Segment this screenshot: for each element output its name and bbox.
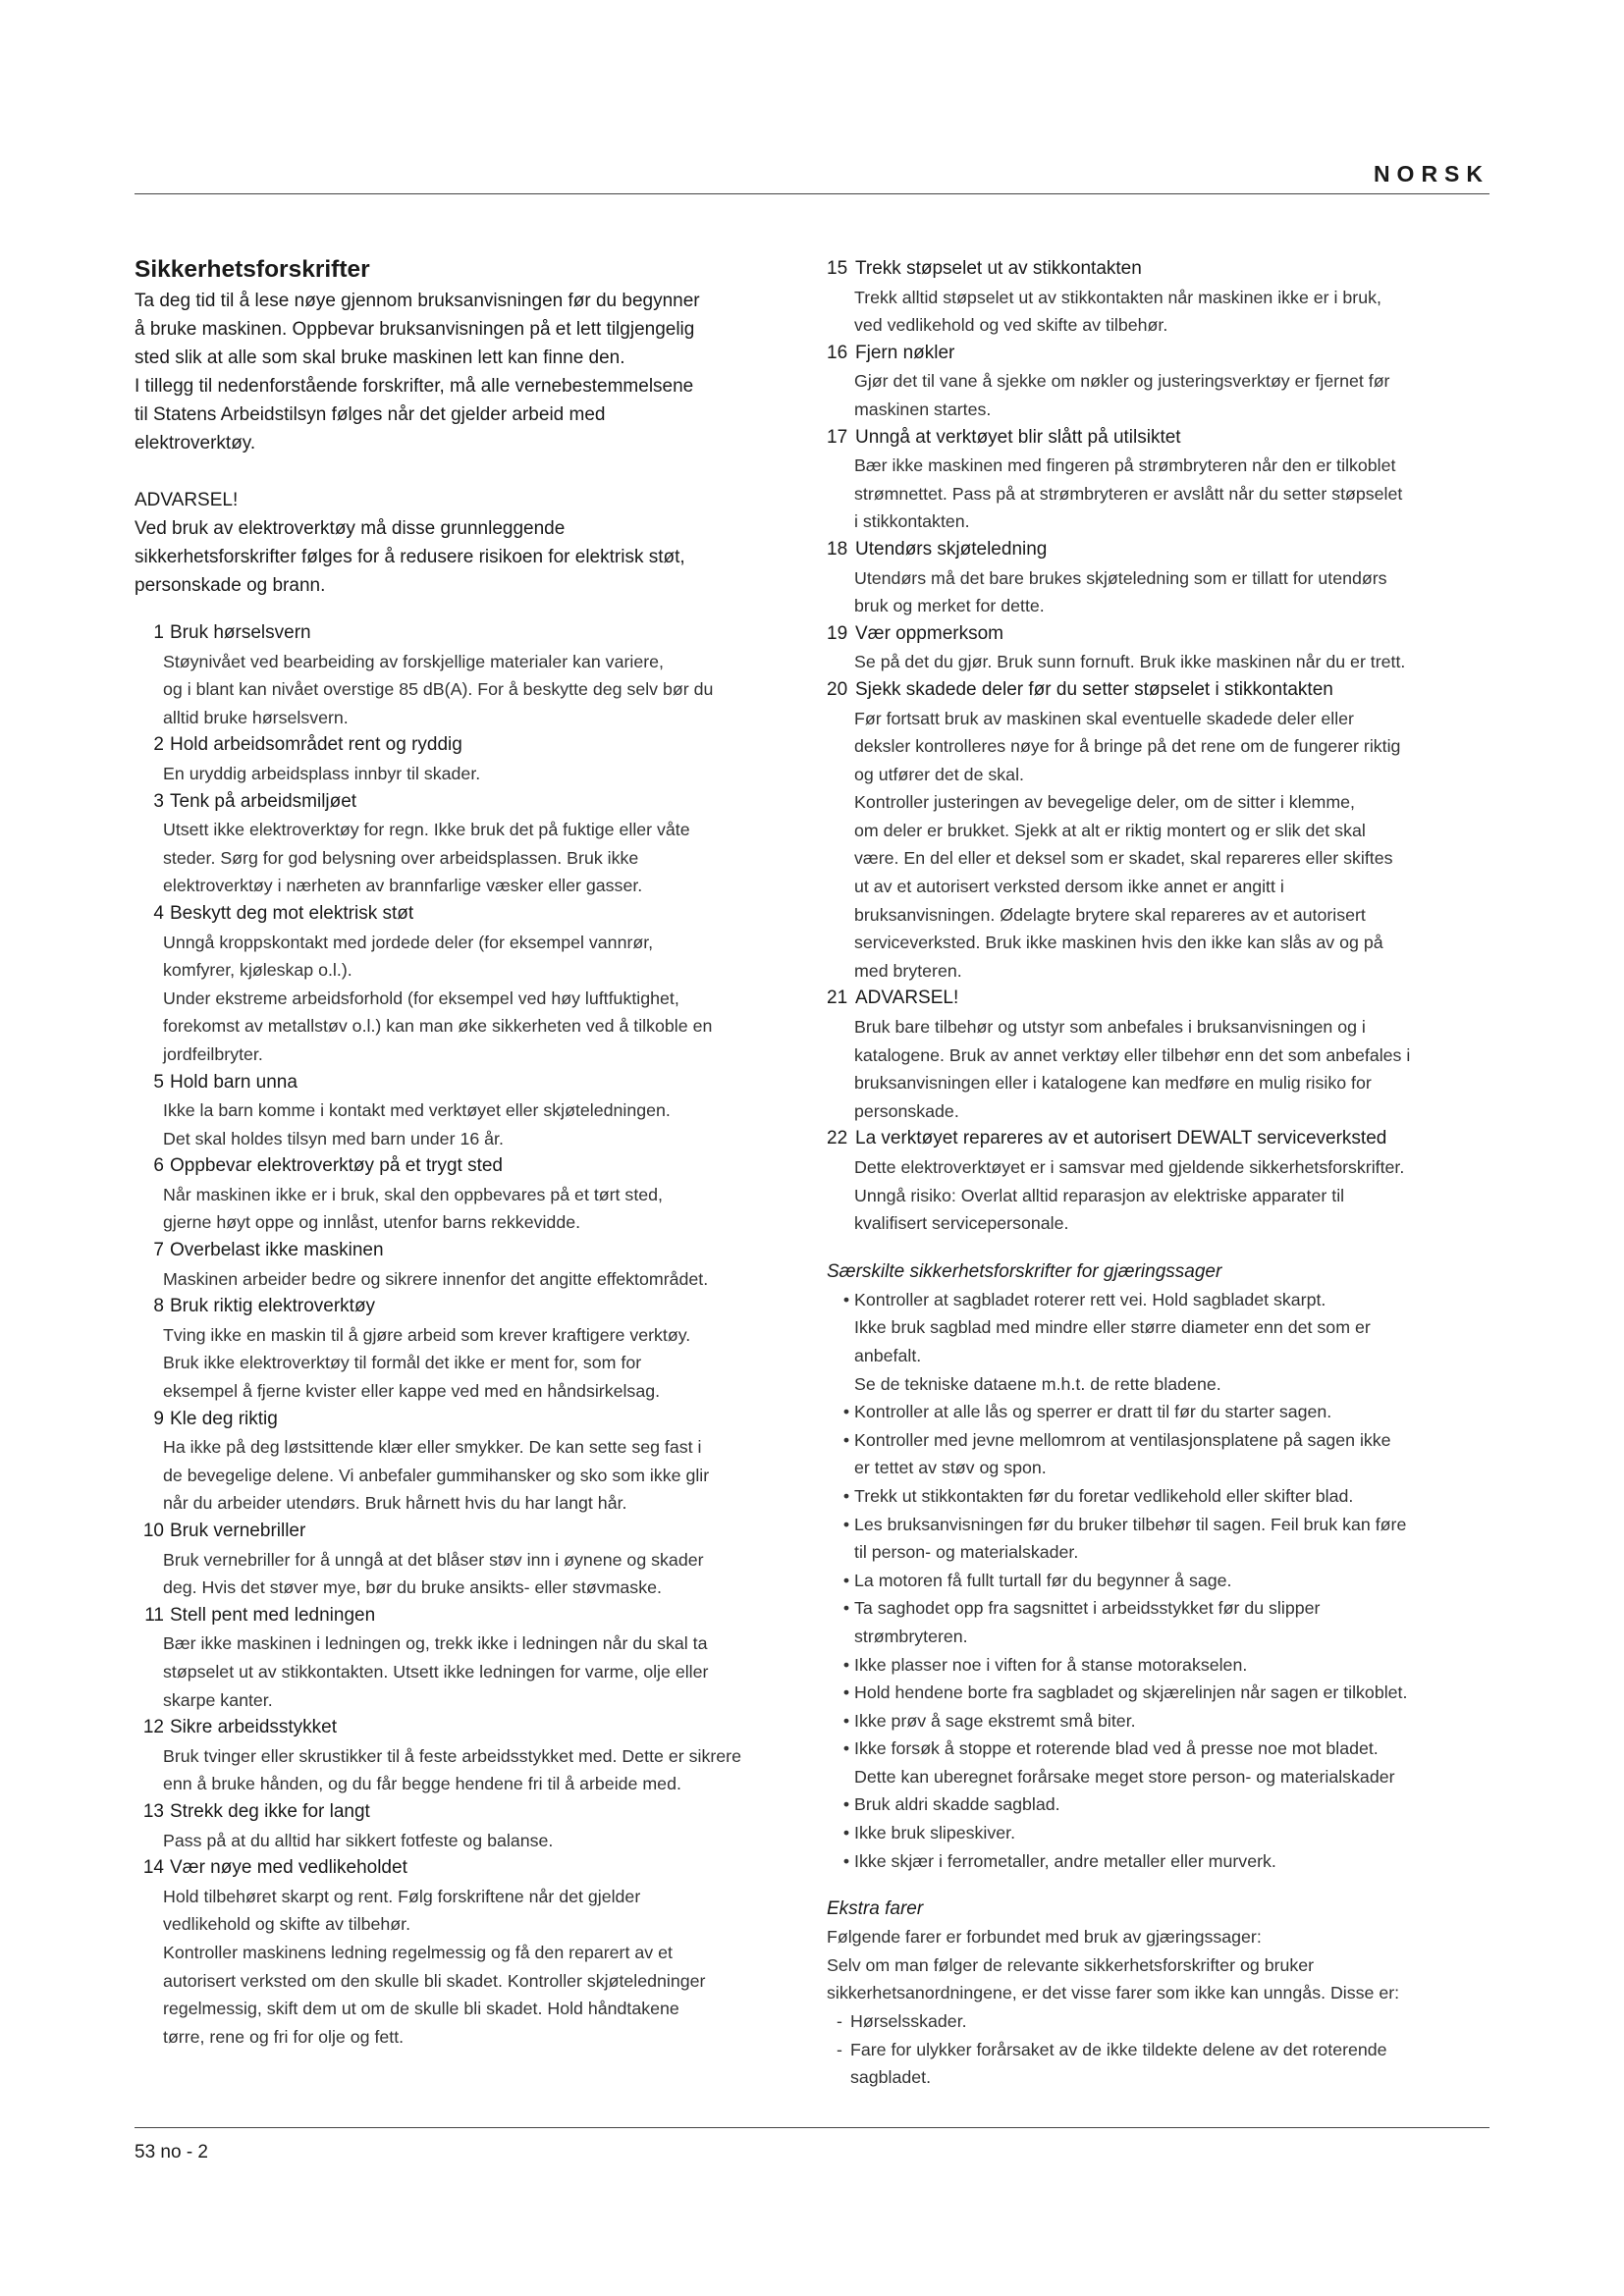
bullet-text: [854, 1651, 1490, 1680]
rule-description: [135, 1629, 798, 1714]
rule-description-line: enn å bruke hånden, og du får begge hendene fri til å arbeide med.: [163, 1774, 681, 1794]
rule-description-line: Unngå kroppskontakt med jordede deler (for eksempel vannrør,: [163, 932, 654, 952]
rule-number: 17: [827, 426, 848, 448]
rule-description: [827, 284, 1490, 340]
bullet-line: Se de tekniske dataene m.h.t. de rette bladene.: [854, 1373, 1221, 1394]
rule-description-line: ut av et autorisert verksted dersom ikke annet er angitt i: [854, 877, 1284, 897]
bullet-line: Dette kan uberegnet forårsake meget store person- og materialskader: [854, 1766, 1395, 1787]
bullet-icon: •: [842, 1850, 850, 1871]
rule-description-line: Maskinen arbeider bedre og sikrere innenfor det angitte effektområdet.: [163, 1268, 709, 1289]
rule-title: Sikre arbeidsstykket: [170, 1717, 338, 1738]
numbered-rule-heading: [135, 1293, 798, 1321]
numbered-rule-heading: [827, 424, 1490, 453]
bullet-icon: •: [842, 1598, 850, 1619]
dash-icon: -: [837, 2011, 842, 2032]
numbered-rule-heading: [135, 900, 798, 929]
bullet-text: [854, 1790, 1490, 1819]
bullet-item: [827, 1847, 1490, 1876]
bullet-text: [854, 1426, 1490, 1482]
numbered-rule-heading: [827, 620, 1490, 649]
bullet-line: Les bruksanvisningen før du bruker tilbehør til sagen. Feil bruk kan føre: [854, 1514, 1407, 1534]
rule-description-line: autorisert verksted om den skulle bli skadet. Kontroller skjøteledninger: [163, 1970, 706, 1991]
rule-number: 6: [153, 1155, 164, 1177]
bullet-line: strømbryteren.: [854, 1626, 968, 1646]
rule-title: Trekk støpselet ut av stikkontakten: [855, 258, 1142, 279]
rule-title: Kle deg riktig: [170, 1408, 278, 1429]
numbered-rule-heading: [135, 1069, 798, 1097]
bullet-text: [854, 1679, 1490, 1707]
rule-title: Vær oppmerksom: [855, 622, 1003, 644]
bullet-item: [827, 1819, 1490, 1847]
rule-description-line: maskinen startes.: [854, 399, 992, 419]
rule-number: 20: [827, 678, 848, 700]
bullet-item: [827, 1594, 1490, 1650]
rule-description-line: Kontroller maskinens ledning regelmessig og få den reparert av et: [163, 1942, 673, 1962]
bullet-icon: •: [842, 1402, 850, 1422]
bullet-icon: •: [842, 1710, 850, 1731]
rule-number: 18: [827, 538, 848, 560]
extra-hazards-text: [827, 1923, 1490, 2007]
rule-description-line: alltid bruke hørselsvern.: [163, 707, 349, 727]
rule-description-line: være. En del eller et deksel som er skadet, skal repareres eller skiftes: [854, 848, 1393, 869]
intro-text: [135, 287, 798, 600]
bullet-line: til person- og materialskader.: [854, 1542, 1079, 1563]
rule-description-line: skarpe kanter.: [163, 1689, 273, 1710]
bullet-icon: •: [842, 1682, 850, 1703]
bullet-text: [854, 1735, 1490, 1790]
rule-description: [827, 648, 1490, 676]
rule-description-line: Utendørs må det bare brukes skjøteledning som er tillatt for utendørs: [854, 567, 1387, 588]
numbered-rule-heading: [827, 1125, 1490, 1153]
right-column: [827, 255, 1490, 2092]
bullet-line: Hold hendene borte fra sagbladet og skjærelinjen når sagen er tilkoblet.: [854, 1682, 1408, 1703]
bullet-text: [854, 1819, 1490, 1847]
intro-line: til Statens Arbeidstilsyn følges når det gjelder arbeid med: [135, 404, 606, 425]
rule-number: 1: [153, 622, 164, 643]
numbered-rule-heading: [135, 1518, 798, 1546]
bullet-line: anbefalt.: [854, 1345, 922, 1365]
bullet-icon: •: [842, 1514, 850, 1534]
bullet-icon: •: [842, 1823, 850, 1843]
rule-title: Stell pent med ledningen: [170, 1604, 376, 1626]
rule-number: 9: [153, 1408, 164, 1429]
rule-description: [135, 816, 798, 900]
bullet-text: [854, 1707, 1490, 1735]
rule-description-line: Støynivået ved bearbeiding av forskjellige materialer kan variere,: [163, 651, 664, 671]
language-label: NORSK: [1373, 161, 1489, 187]
header-divider: [135, 193, 1489, 194]
bullet-line: er tettet av støv og spon.: [854, 1458, 1047, 1478]
bullet-item: [827, 1735, 1490, 1790]
rule-description: [135, 1265, 798, 1294]
rule-description: [827, 367, 1490, 423]
bullet-line: Ikke bruk sagblad med mindre eller større diameter enn det som er: [854, 1317, 1371, 1338]
bullet-text: [854, 1482, 1490, 1511]
rule-description-line: Trekk alltid støpselet ut av stikkontakten når maskinen ikke er i bruk,: [854, 287, 1381, 307]
numbered-rule-heading: [135, 1152, 798, 1181]
rule-title: Sjekk skadede deler før du setter støpselet i stikkontakten: [855, 678, 1333, 700]
footer-divider: [135, 2127, 1489, 2128]
extra-line: Følgende farer er forbundet med bruk av gjæringssager:: [827, 1927, 1262, 1948]
rule-number: 16: [827, 342, 848, 363]
bullet-line: Ikke prøv å sage ekstremt små biter.: [854, 1710, 1136, 1731]
rule-description: [135, 760, 798, 788]
rule-description-line: Bruk bare tilbehør og utstyr som anbefales i bruksanvisningen og i: [854, 1017, 1366, 1038]
rule-description-line: kvalifisert servicepersonale.: [854, 1213, 1069, 1234]
rule-description-line: Gjør det til vane å sjekke om nøkler og justeringsverktøy er fjernet før: [854, 371, 1390, 392]
numbered-rule-heading: [135, 1798, 798, 1827]
dash-icon: -: [837, 2039, 842, 2059]
bullet-item: [827, 1426, 1490, 1482]
rule-description-line: komfyrer, kjøleskap o.l.).: [163, 960, 352, 981]
bullet-item: [827, 1286, 1490, 1398]
bullet-icon: •: [842, 1794, 850, 1815]
warning-line: Ved bruk av elektroverktøy må disse grunnleggende: [135, 518, 566, 539]
intro-line: sted slik at alle som skal bruke maskinen lett kan finne den.: [135, 347, 625, 368]
rule-description: [135, 1546, 798, 1602]
left-item-list: [135, 619, 798, 2051]
rule-title: Bruk riktig elektroverktøy: [170, 1296, 376, 1317]
bullet-icon: •: [842, 1429, 850, 1450]
rule-title: Oppbevar elektroverktøy på et trygt sted: [170, 1155, 503, 1177]
rule-description-line: elektroverktøy i nærheten av brannfarlige væsker eller gasser.: [163, 876, 643, 896]
rule-description: [135, 1742, 798, 1798]
left-column: [135, 255, 798, 2051]
rule-description-line: støpselet ut av stikkontakten. Utsett ikke ledningen for varme, olje eller: [163, 1661, 709, 1682]
numbered-rule-heading: [827, 676, 1490, 705]
special-rules-title: Særskilte sikkerhetsforskrifter for gjæringssager: [827, 1260, 1222, 1282]
rule-description-line: katalogene. Bruk av annet verktøy eller tilbehør enn det som anbefales i: [854, 1044, 1411, 1065]
rule-description-line: strømnettet. Pass på at strømbryteren er avslått når du setter støpselet: [854, 483, 1403, 504]
hazard-line: Fare for ulykker forårsaket av de ikke tildekte delene av det roterende: [850, 2039, 1387, 2059]
bullet-text: [854, 1847, 1490, 1876]
rule-description-line: Bruk tvinger eller skrustikker til å feste arbeidsstykket med. Dette er sikrere: [163, 1745, 741, 1766]
rule-title: Unngå at verktøyet blir slått på utilsiktet: [855, 426, 1181, 448]
bullet-line: Bruk aldri skadde sagblad.: [854, 1794, 1060, 1815]
bullet-icon: •: [842, 1485, 850, 1506]
hazard-text: [850, 2036, 1387, 2092]
numbered-rule-heading: [135, 731, 798, 760]
rule-description-line: Det skal holdes tilsyn med barn under 16 år.: [163, 1128, 504, 1148]
numbered-rule-heading: [135, 1714, 798, 1742]
rule-description-line: gjerne høyt oppe og innlåst, utenfor barns rekkevidde.: [163, 1212, 581, 1233]
bullet-text: [854, 1398, 1490, 1426]
rule-number: 22: [827, 1128, 848, 1149]
rule-title: Bruk vernebriller: [170, 1521, 306, 1541]
rule-description-line: Bær ikke maskinen i ledningen og, trekk ikke i ledningen når du skal ta: [163, 1633, 708, 1654]
rule-title: Fjern nøkler: [855, 342, 955, 363]
rule-description-line: tørre, rene og fri for olje og fett.: [163, 2026, 405, 2047]
extra-hazards-title: Ekstra farer: [827, 1898, 924, 1920]
rule-title: Beskytt deg mot elektrisk støt: [170, 902, 414, 924]
extra-line: Selv om man følger de relevante sikkerhetsforskrifter og bruker: [827, 1954, 1315, 1975]
numbered-rule-heading: [135, 1854, 798, 1883]
rule-title: Overbelast ikke maskinen: [170, 1240, 384, 1261]
rule-description-line: Når maskinen ikke er i bruk, skal den oppbevares på et tørt sted,: [163, 1184, 663, 1204]
bullet-line: Ikke forsøk å stoppe et roterende blad ved å presse noe mot bladet.: [854, 1738, 1379, 1759]
rule-title: Hold barn unna: [170, 1071, 298, 1093]
rule-description-line: eksempel å fjerne kvister eller kappe ved med en håndsirkelsag.: [163, 1381, 661, 1402]
bullet-item: [827, 1511, 1490, 1567]
rule-description: [135, 1883, 798, 2052]
rule-title: Vær nøye med vedlikeholdet: [170, 1857, 407, 1879]
numbered-rule-heading: [135, 788, 798, 817]
rule-title: Bruk hørselsvern: [170, 622, 311, 643]
bullet-line: Kontroller at alle lås og sperrer er dratt til før du starter sagen.: [854, 1402, 1332, 1422]
hazard-item: [827, 2007, 1490, 2036]
rule-description-line: Pass på at du alltid har sikkert fotfeste og balanse.: [163, 1830, 554, 1850]
bullet-item: [827, 1707, 1490, 1735]
rule-description-line: og utfører det de skal.: [854, 764, 1024, 784]
rule-number: 14: [142, 1857, 164, 1879]
rule-description-line: Ikke la barn komme i kontakt med verktøyet eller skjøteledningen.: [163, 1100, 671, 1121]
rule-description-line: Unngå risiko: Overlat alltid reparasjon av elektriske apparater til: [854, 1185, 1345, 1205]
bullet-line: Ikke skjær i ferrometaller, andre metaller eller murverk.: [854, 1850, 1276, 1871]
rule-description-line: serviceverksted. Bruk ikke maskinen hvis den ikke kan slås av og på: [854, 933, 1383, 953]
rule-number: 13: [142, 1800, 164, 1822]
rule-number: 10: [142, 1521, 164, 1541]
rule-number: 2: [153, 734, 164, 756]
bullet-item: [827, 1790, 1490, 1819]
numbered-rule-heading: [827, 985, 1490, 1013]
right-item-list: [827, 255, 1490, 1238]
numbered-rule-heading: [135, 1237, 798, 1265]
rule-description: [135, 1321, 798, 1406]
numbered-rule-heading: [135, 1602, 798, 1630]
rule-description-line: Tving ikke en maskin til å gjøre arbeid som krever kraftigere verktøy.: [163, 1324, 691, 1345]
bullet-item: [827, 1398, 1490, 1426]
rule-description: [135, 929, 798, 1069]
rule-number: 11: [144, 1604, 164, 1626]
rule-description-line: Før fortsatt bruk av maskinen skal eventuelle skadede deler eller: [854, 708, 1354, 728]
rule-description: [135, 1827, 798, 1855]
bullet-icon: •: [842, 1570, 850, 1590]
rule-number: 12: [142, 1717, 164, 1738]
intro-line: Ta deg tid til å lese nøye gjennom bruksanvisningen før du begynner: [135, 291, 700, 311]
rule-title: ADVARSEL!: [855, 988, 959, 1009]
rule-number: 5: [153, 1071, 164, 1093]
rule-description: [827, 452, 1490, 536]
bullet-line: Trekk ut stikkontakten før du foretar vedlikehold eller skifter blad.: [854, 1485, 1354, 1506]
warning-heading: ADVARSEL!: [135, 490, 239, 510]
rule-description-line: i stikkontakten.: [854, 511, 970, 532]
rule-description-line: vedlikehold og skifte av tilbehør.: [163, 1914, 411, 1935]
rule-description-line: Utsett ikke elektroverktøy for regn. Ikke bruk det på fuktige eller våte: [163, 820, 690, 840]
rule-description: [827, 1013, 1490, 1125]
rule-description-line: Under ekstreme arbeidsforhold (for eksempel ved høy luftfuktighet,: [163, 988, 679, 1008]
rule-number: 21: [827, 988, 848, 1009]
warning-line: personskade og brann.: [135, 575, 326, 596]
rule-title: Utendørs skjøteledning: [855, 538, 1048, 560]
rule-description-line: Bruk vernebriller for å unngå at det blåser støv inn i øynene og skader: [163, 1549, 704, 1570]
rule-description-line: Ha ikke på deg løstsittende klær eller smykker. De kan sette seg fast i: [163, 1437, 702, 1458]
rule-description-line: og i blant kan nivået overstige 85 dB(A). For å beskytte deg selv bør du: [163, 679, 714, 700]
rule-description: [135, 648, 798, 732]
numbered-rule-heading: [135, 619, 798, 648]
page-number: 53 no - 2: [135, 2142, 208, 2163]
rule-number: 15: [827, 258, 848, 279]
rule-title: Strekk deg ikke for langt: [170, 1800, 370, 1822]
rule-description-line: Kontroller justeringen av bevegelige deler, om de sitter i klemme,: [854, 792, 1355, 813]
rule-number: 3: [153, 790, 164, 812]
bullet-line: Ta saghodet opp fra sagsnittet i arbeidsstykket før du slipper: [854, 1598, 1321, 1619]
bullet-text: [854, 1511, 1490, 1567]
bullet-text: [854, 1286, 1490, 1398]
rule-description-line: bruksanvisningen. Ødelagte brytere skal repareres av et autorisert: [854, 904, 1366, 925]
rule-description-line: En uryddig arbeidsplass innbyr til skader.: [163, 763, 481, 783]
rule-description-line: de bevegelige delene. Vi anbefaler gummihansker og sko som ikke glir: [163, 1465, 710, 1485]
numbered-rule-heading: [827, 340, 1490, 368]
rule-title: Hold arbeidsområdet rent og ryddig: [170, 734, 462, 756]
hazard-item: [827, 2036, 1490, 2092]
bullet-line: La motoren få fullt turtall før du begynner å sage.: [854, 1570, 1232, 1590]
rule-description: [135, 1433, 798, 1518]
bullet-icon: •: [842, 1289, 850, 1309]
rule-description-line: steder. Sørg for god belysning over arbeidsplassen. Bruk ikke: [163, 847, 639, 868]
bullet-text: [854, 1567, 1490, 1595]
rule-description-line: med bryteren.: [854, 960, 962, 981]
bullet-icon: •: [842, 1738, 850, 1759]
hazard-line: Hørselsskader.: [850, 2011, 967, 2032]
rule-description-line: om deler er brukket. Sjekk at alt er riktig montert og er slik det skal: [854, 820, 1366, 840]
rule-title: Tenk på arbeidsmiljøet: [170, 790, 357, 812]
bullet-icon: •: [842, 1654, 850, 1675]
rule-description-line: deg. Hvis det støver mye, bør du bruke ansikts- eller støvmaske.: [163, 1577, 662, 1598]
rule-description-line: forekomst av metallstøv o.l.) kan man øke sikkerheten ved å tilkoble en: [163, 1016, 713, 1037]
rule-description-line: når du arbeider utendørs. Bruk hårnett hvis du har langt hår.: [163, 1493, 627, 1514]
rule-number: 7: [153, 1240, 164, 1261]
section-title: Sikkerhetsforskrifter: [135, 256, 370, 283]
bullet-text: [854, 1594, 1490, 1650]
intro-line: I tillegg til nedenforstående forskrifter, må alle vernebestemmelsene: [135, 376, 694, 397]
rule-description-line: regelmessig, skift dem ut om de skulle bli skadet. Hold håndtakene: [163, 1999, 679, 2019]
rule-description-line: Bær ikke maskinen med fingeren på strømbryteren når den er tilkoblet: [854, 455, 1396, 476]
special-rules-list: [827, 1286, 1490, 1875]
numbered-rule-heading: [135, 1406, 798, 1434]
rule-description-line: deksler kontrolleres nøye for å bringe på det rene om de fungerer riktig: [854, 736, 1401, 757]
rule-description: [135, 1181, 798, 1237]
rule-description-line: Se på det du gjør. Bruk sunn fornuft. Bruk ikke maskinen når du er trett.: [854, 652, 1406, 672]
bullet-line: Ikke plasser noe i viften for å stanse motorakselen.: [854, 1654, 1248, 1675]
rule-description: [135, 1096, 798, 1152]
numbered-rule-heading: [827, 536, 1490, 564]
hazard-line: sagbladet.: [850, 2067, 932, 2088]
warning-line: sikkerhetsforskrifter følges for å redusere risikoen for elektrisk støt,: [135, 547, 685, 567]
extra-hazards-list: [827, 2007, 1490, 2092]
rule-description-line: bruk og merket for dette.: [854, 596, 1045, 616]
bullet-line: Kontroller med jevne mellomrom at ventilasjonsplatene på sagen ikke: [854, 1429, 1391, 1450]
rule-description-line: personskade.: [854, 1100, 959, 1121]
intro-line: elektroverktøy.: [135, 433, 256, 454]
bullet-item: [827, 1651, 1490, 1680]
bullet-item: [827, 1482, 1490, 1511]
hazard-text: [850, 2007, 967, 2036]
rule-description: [827, 1153, 1490, 1238]
bullet-line: Ikke bruk slipeskiver.: [854, 1823, 1016, 1843]
rule-description-line: Hold tilbehøret skarpt og rent. Følg forskriftene når det gjelder: [163, 1886, 641, 1906]
rule-description-line: Dette elektroverktøyet er i samsvar med gjeldende sikkerhetsforskrifter.: [854, 1157, 1405, 1177]
rule-title: La verktøyet repareres av et autorisert DEWALT serviceverksted: [855, 1128, 1387, 1149]
rule-description-line: ved vedlikehold og ved skifte av tilbehør.: [854, 315, 1168, 336]
rule-description-line: Bruk ikke elektroverktøy til formål det ikke er ment for, som for: [163, 1353, 642, 1373]
rule-number: 8: [153, 1296, 164, 1317]
rule-description-line: bruksanvisningen eller i katalogene kan medføre en mulig risiko for: [854, 1073, 1372, 1094]
intro-line: å bruke maskinen. Oppbevar bruksanvisningen på et lett tilgjengelig: [135, 319, 695, 340]
bullet-item: [827, 1679, 1490, 1707]
rule-number: 19: [827, 622, 848, 644]
rule-number: 4: [153, 902, 164, 924]
rule-description-line: jordfeilbryter.: [163, 1043, 263, 1064]
extra-line: sikkerhetsanordningene, er det visse farer som ikke kan unngås. Disse er:: [827, 1983, 1400, 2003]
bullet-item: [827, 1567, 1490, 1595]
rule-description: [827, 705, 1490, 986]
rule-description: [827, 564, 1490, 620]
bullet-line: Kontroller at sagbladet roterer rett vei. Hold sagbladet skarpt.: [854, 1289, 1326, 1309]
numbered-rule-heading: [827, 255, 1490, 284]
